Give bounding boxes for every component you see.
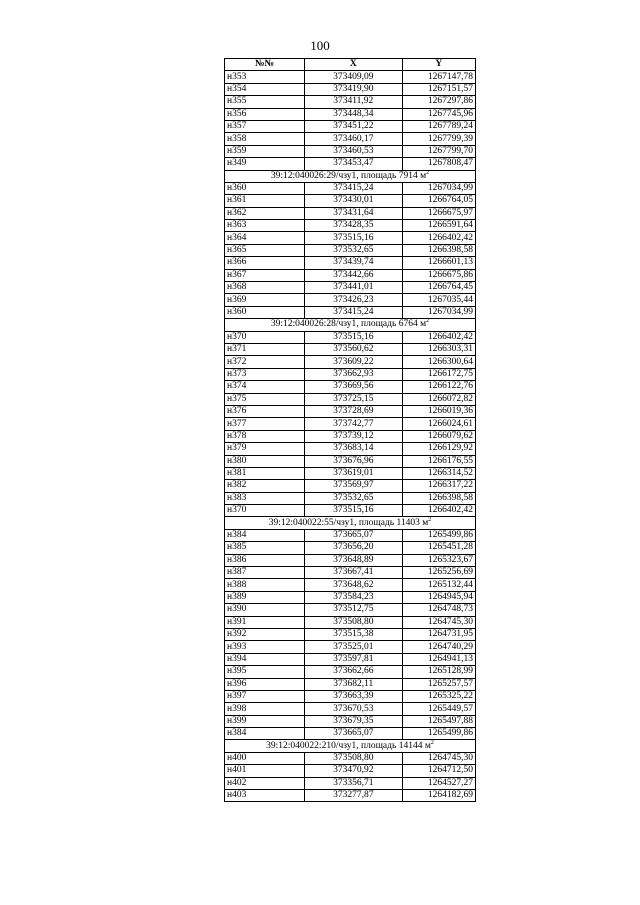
x-coordinate-cell: 373415,24 — [305, 182, 403, 194]
y-coordinate-cell: 1264745,30 — [402, 752, 475, 764]
table-row — [225, 294, 476, 306]
table-row — [225, 158, 476, 170]
y-coordinate-cell: 1266172,75 — [402, 368, 475, 380]
y-coordinate-cell: 1264740,29 — [402, 641, 475, 653]
x-coordinate-cell: 373419,90 — [305, 83, 403, 95]
x-coordinate-cell: 373515,38 — [305, 628, 403, 640]
x-coordinate-cell: 373569,97 — [305, 480, 403, 492]
table-row — [225, 368, 476, 380]
point-id-cell: н362 — [225, 207, 305, 219]
x-coordinate-cell: 373609,22 — [305, 356, 403, 368]
section-text: 39:12:040026:29/чзу1, площадь 7914 м — [270, 170, 427, 181]
point-id-cell: н378 — [225, 430, 305, 442]
table-row — [225, 554, 476, 566]
point-id-cell: н401 — [225, 765, 305, 777]
table-row — [225, 232, 476, 244]
y-coordinate-cell: 1267789,24 — [402, 120, 475, 132]
point-id-cell: н379 — [225, 443, 305, 455]
table-row — [225, 542, 476, 554]
table-row — [225, 765, 476, 777]
point-id-cell: н373 — [225, 368, 305, 380]
table-row — [225, 195, 476, 207]
table-row — [225, 405, 476, 417]
y-coordinate-cell: 1264527,27 — [402, 777, 475, 789]
x-coordinate-cell: 373525,01 — [305, 641, 403, 653]
point-id-cell: н399 — [225, 715, 305, 727]
table-row — [225, 220, 476, 232]
table-row — [225, 343, 476, 355]
table-row — [225, 282, 476, 294]
section-row — [225, 319, 476, 331]
table-row — [225, 145, 476, 157]
x-coordinate-cell: 373453,47 — [305, 158, 403, 170]
x-coordinate-cell: 373441,01 — [305, 282, 403, 294]
y-coordinate-cell: 1266314,52 — [402, 467, 475, 479]
point-id-cell: н363 — [225, 220, 305, 232]
point-id-cell: н368 — [225, 282, 305, 294]
y-coordinate-cell: 1266402,42 — [402, 232, 475, 244]
y-coordinate-cell: 1265132,44 — [402, 579, 475, 591]
table-row — [225, 83, 476, 95]
coordinates-table — [224, 58, 476, 802]
point-id-cell: н349 — [225, 158, 305, 170]
point-id-cell: н391 — [225, 616, 305, 628]
table-row — [225, 591, 476, 603]
x-coordinate-cell: 373460,17 — [305, 133, 403, 145]
y-coordinate-cell: 1266019,36 — [402, 405, 475, 417]
point-id-cell: н402 — [225, 777, 305, 789]
y-coordinate-cell: 1264748,73 — [402, 604, 475, 616]
table-row — [225, 505, 476, 517]
y-coordinate-cell: 1267799,70 — [402, 145, 475, 157]
y-coordinate-cell: 1265451,28 — [402, 542, 475, 554]
point-id-cell: н389 — [225, 591, 305, 603]
point-id-cell: н370 — [225, 331, 305, 343]
section-title — [225, 517, 476, 529]
y-coordinate-cell: 1267034,99 — [402, 182, 475, 194]
point-id-cell: н384 — [225, 529, 305, 541]
y-coordinate-cell: 1266675,97 — [402, 207, 475, 219]
table-row — [225, 666, 476, 678]
point-id-cell: н359 — [225, 145, 305, 157]
table-row — [225, 207, 476, 219]
table-header — [225, 59, 476, 71]
point-id-cell: н374 — [225, 381, 305, 393]
y-coordinate-cell: 1266398,58 — [402, 244, 475, 256]
table-body — [225, 71, 476, 802]
point-id-cell: н371 — [225, 343, 305, 355]
point-id-cell: н386 — [225, 554, 305, 566]
x-coordinate-cell: 373742,77 — [305, 418, 403, 430]
table-row — [225, 182, 476, 194]
y-coordinate-cell: 1265449,57 — [402, 703, 475, 715]
y-coordinate-cell: 1266129,92 — [402, 443, 475, 455]
y-coordinate-cell: 1267151,57 — [402, 83, 475, 95]
x-coordinate-cell: 373428,35 — [305, 220, 403, 232]
y-coordinate-cell: 1266317,22 — [402, 480, 475, 492]
x-coordinate-cell: 373277,87 — [305, 790, 403, 802]
table-row — [225, 430, 476, 442]
y-coordinate-cell: 1265323,67 — [402, 554, 475, 566]
point-id-cell: н377 — [225, 418, 305, 430]
point-id-cell: н369 — [225, 294, 305, 306]
x-coordinate-cell: 373415,24 — [305, 306, 403, 318]
point-id-cell: н366 — [225, 257, 305, 269]
point-id-cell: н367 — [225, 269, 305, 281]
y-coordinate-cell: 1267147,78 — [402, 71, 475, 83]
point-id-cell: н358 — [225, 133, 305, 145]
y-coordinate-cell: 1264941,13 — [402, 653, 475, 665]
point-id-cell: н357 — [225, 120, 305, 132]
y-coordinate-cell: 1267799,39 — [402, 133, 475, 145]
section-text: 39:12:040022:55/чзу1, площадь 11403 м — [268, 517, 429, 528]
y-coordinate-cell: 1267808,47 — [402, 158, 475, 170]
section-row — [225, 170, 476, 182]
y-coordinate-cell: 1266402,42 — [402, 505, 475, 517]
x-coordinate-cell: 373515,16 — [305, 505, 403, 517]
x-coordinate-cell: 373725,15 — [305, 393, 403, 405]
x-coordinate-cell: 373411,92 — [305, 96, 403, 108]
point-id-cell: н387 — [225, 567, 305, 579]
y-coordinate-cell: 1266601,13 — [402, 257, 475, 269]
table-row — [225, 269, 476, 281]
table-row — [225, 790, 476, 802]
point-id-cell: н382 — [225, 480, 305, 492]
x-coordinate-cell: 373532,65 — [305, 244, 403, 256]
table-row — [225, 71, 476, 83]
x-coordinate-cell: 373409,09 — [305, 71, 403, 83]
table-row — [225, 653, 476, 665]
x-coordinate-cell: 373508,80 — [305, 616, 403, 628]
section-title — [225, 740, 476, 752]
y-coordinate-cell: 1266402,42 — [402, 331, 475, 343]
y-coordinate-cell: 1266176,55 — [402, 455, 475, 467]
x-coordinate-cell: 373739,12 — [305, 430, 403, 442]
y-coordinate-cell: 1265497,88 — [402, 715, 475, 727]
section-row — [225, 740, 476, 752]
x-coordinate-cell: 373515,16 — [305, 232, 403, 244]
y-coordinate-cell: 1266675,86 — [402, 269, 475, 281]
point-id-cell: н395 — [225, 666, 305, 678]
table-row — [225, 381, 476, 393]
point-id-cell: н364 — [225, 232, 305, 244]
point-id-cell: н355 — [225, 96, 305, 108]
point-id-cell: н381 — [225, 467, 305, 479]
table-row — [225, 752, 476, 764]
point-id-cell: н397 — [225, 690, 305, 702]
point-id-cell: н385 — [225, 542, 305, 554]
y-coordinate-cell: 1264731,95 — [402, 628, 475, 640]
table-row — [225, 244, 476, 256]
x-coordinate-cell: 373560,62 — [305, 343, 403, 355]
y-coordinate-cell: 1265499,86 — [402, 728, 475, 740]
y-coordinate-cell: 1265128,99 — [402, 666, 475, 678]
area-unit-superscript: 2 — [426, 318, 430, 325]
x-coordinate-cell: 373431,64 — [305, 207, 403, 219]
x-coordinate-cell: 373665,07 — [305, 728, 403, 740]
x-coordinate-cell: 373665,07 — [305, 529, 403, 541]
y-coordinate-cell: 1266398,58 — [402, 492, 475, 504]
x-coordinate-cell: 373648,89 — [305, 554, 403, 566]
x-coordinate-cell: 373683,14 — [305, 443, 403, 455]
table-row — [225, 306, 476, 318]
table-row — [225, 715, 476, 727]
page-number: 100 — [310, 38, 330, 53]
table-row — [225, 579, 476, 591]
section-text: 39:12:040026:28/чзу1, площадь 6764 м — [270, 319, 427, 330]
table-row — [225, 628, 476, 640]
header-point-number: №№ — [225, 59, 305, 71]
y-coordinate-cell: 1264182,69 — [402, 790, 475, 802]
x-coordinate-cell: 373619,01 — [305, 467, 403, 479]
table-row — [225, 728, 476, 740]
table-row — [225, 480, 476, 492]
point-id-cell: н398 — [225, 703, 305, 715]
x-coordinate-cell: 373470,92 — [305, 765, 403, 777]
point-id-cell: н353 — [225, 71, 305, 83]
point-id-cell: н383 — [225, 492, 305, 504]
table-row — [225, 331, 476, 343]
table-row — [225, 257, 476, 269]
table-row — [225, 120, 476, 132]
point-id-cell: н380 — [225, 455, 305, 467]
table-row — [225, 616, 476, 628]
y-coordinate-cell: 1265257,57 — [402, 678, 475, 690]
y-coordinate-cell: 1266300,64 — [402, 356, 475, 368]
point-id-cell: н360 — [225, 182, 305, 194]
point-id-cell: н390 — [225, 604, 305, 616]
table-row — [225, 690, 476, 702]
x-coordinate-cell: 373584,23 — [305, 591, 403, 603]
table-row — [225, 96, 476, 108]
x-coordinate-cell: 373667,41 — [305, 567, 403, 579]
y-coordinate-cell: 1266072,82 — [402, 393, 475, 405]
x-coordinate-cell: 373648,62 — [305, 579, 403, 591]
point-id-cell: н360 — [225, 306, 305, 318]
point-id-cell: н370 — [225, 505, 305, 517]
header-row — [225, 59, 476, 71]
x-coordinate-cell: 373356,71 — [305, 777, 403, 789]
point-id-cell: н372 — [225, 356, 305, 368]
table-row — [225, 777, 476, 789]
x-coordinate-cell: 373426,23 — [305, 294, 403, 306]
x-coordinate-cell: 373532,65 — [305, 492, 403, 504]
x-coordinate-cell: 373728,69 — [305, 405, 403, 417]
y-coordinate-cell: 1267745,96 — [402, 108, 475, 120]
point-id-cell: н400 — [225, 752, 305, 764]
x-coordinate-cell: 373451,22 — [305, 120, 403, 132]
y-coordinate-cell: 1266764,45 — [402, 282, 475, 294]
x-coordinate-cell: 373679,35 — [305, 715, 403, 727]
table-row — [225, 492, 476, 504]
table-row — [225, 703, 476, 715]
point-id-cell: н375 — [225, 393, 305, 405]
point-id-cell: н388 — [225, 579, 305, 591]
point-id-cell: н356 — [225, 108, 305, 120]
table-row — [225, 418, 476, 430]
table-row — [225, 455, 476, 467]
y-coordinate-cell: 1266122,76 — [402, 381, 475, 393]
y-coordinate-cell: 1266024,61 — [402, 418, 475, 430]
section-row — [225, 517, 476, 529]
table-row — [225, 467, 476, 479]
point-id-cell: н376 — [225, 405, 305, 417]
table-row — [225, 443, 476, 455]
x-coordinate-cell: 373663,39 — [305, 690, 403, 702]
point-id-cell: н393 — [225, 641, 305, 653]
area-unit-superscript: 2 — [428, 516, 432, 523]
point-id-cell: н365 — [225, 244, 305, 256]
y-coordinate-cell: 1264712,50 — [402, 765, 475, 777]
x-coordinate-cell: 373515,16 — [305, 331, 403, 343]
table-row — [225, 356, 476, 368]
y-coordinate-cell: 1267034,99 — [402, 306, 475, 318]
y-coordinate-cell: 1265499,86 — [402, 529, 475, 541]
area-unit-superscript: 2 — [430, 739, 434, 746]
y-coordinate-cell: 1266079,62 — [402, 430, 475, 442]
x-coordinate-cell: 373508,80 — [305, 752, 403, 764]
point-id-cell: н354 — [225, 83, 305, 95]
x-coordinate-cell: 373656,20 — [305, 542, 403, 554]
point-id-cell: н396 — [225, 678, 305, 690]
x-coordinate-cell: 373662,93 — [305, 368, 403, 380]
point-id-cell: н361 — [225, 195, 305, 207]
x-coordinate-cell: 373442,66 — [305, 269, 403, 281]
table-row — [225, 529, 476, 541]
table-row — [225, 604, 476, 616]
y-coordinate-cell: 1265256,69 — [402, 567, 475, 579]
y-coordinate-cell: 1267035,44 — [402, 294, 475, 306]
table-row — [225, 641, 476, 653]
point-id-cell: н384 — [225, 728, 305, 740]
y-coordinate-cell: 1266591,64 — [402, 220, 475, 232]
table-row — [225, 393, 476, 405]
point-id-cell: н403 — [225, 790, 305, 802]
x-coordinate-cell: 373676,96 — [305, 455, 403, 467]
point-id-cell: н394 — [225, 653, 305, 665]
header-x: X — [305, 59, 403, 71]
table-row — [225, 567, 476, 579]
point-id-cell: н392 — [225, 628, 305, 640]
table-row — [225, 678, 476, 690]
x-coordinate-cell: 373662,66 — [305, 666, 403, 678]
area-unit-superscript: 2 — [426, 169, 430, 176]
x-coordinate-cell: 373460,53 — [305, 145, 403, 157]
section-title — [225, 170, 476, 182]
x-coordinate-cell: 373670,53 — [305, 703, 403, 715]
y-coordinate-cell: 1266764,05 — [402, 195, 475, 207]
x-coordinate-cell: 373430,01 — [305, 195, 403, 207]
y-coordinate-cell: 1264745,30 — [402, 616, 475, 628]
x-coordinate-cell: 373597,81 — [305, 653, 403, 665]
table-row — [225, 108, 476, 120]
y-coordinate-cell: 1265325,22 — [402, 690, 475, 702]
y-coordinate-cell: 1264945,94 — [402, 591, 475, 603]
section-text: 39:12:040022:210/чзу1, площадь 14144 м — [266, 740, 431, 751]
x-coordinate-cell: 373682,11 — [305, 678, 403, 690]
y-coordinate-cell: 1266303,31 — [402, 343, 475, 355]
section-title — [225, 319, 476, 331]
table-row — [225, 133, 476, 145]
x-coordinate-cell: 373512,75 — [305, 604, 403, 616]
x-coordinate-cell: 373669,56 — [305, 381, 403, 393]
y-coordinate-cell: 1267297,86 — [402, 96, 475, 108]
header-y: Y — [402, 59, 475, 71]
x-coordinate-cell: 373439,74 — [305, 257, 403, 269]
x-coordinate-cell: 373448,34 — [305, 108, 403, 120]
